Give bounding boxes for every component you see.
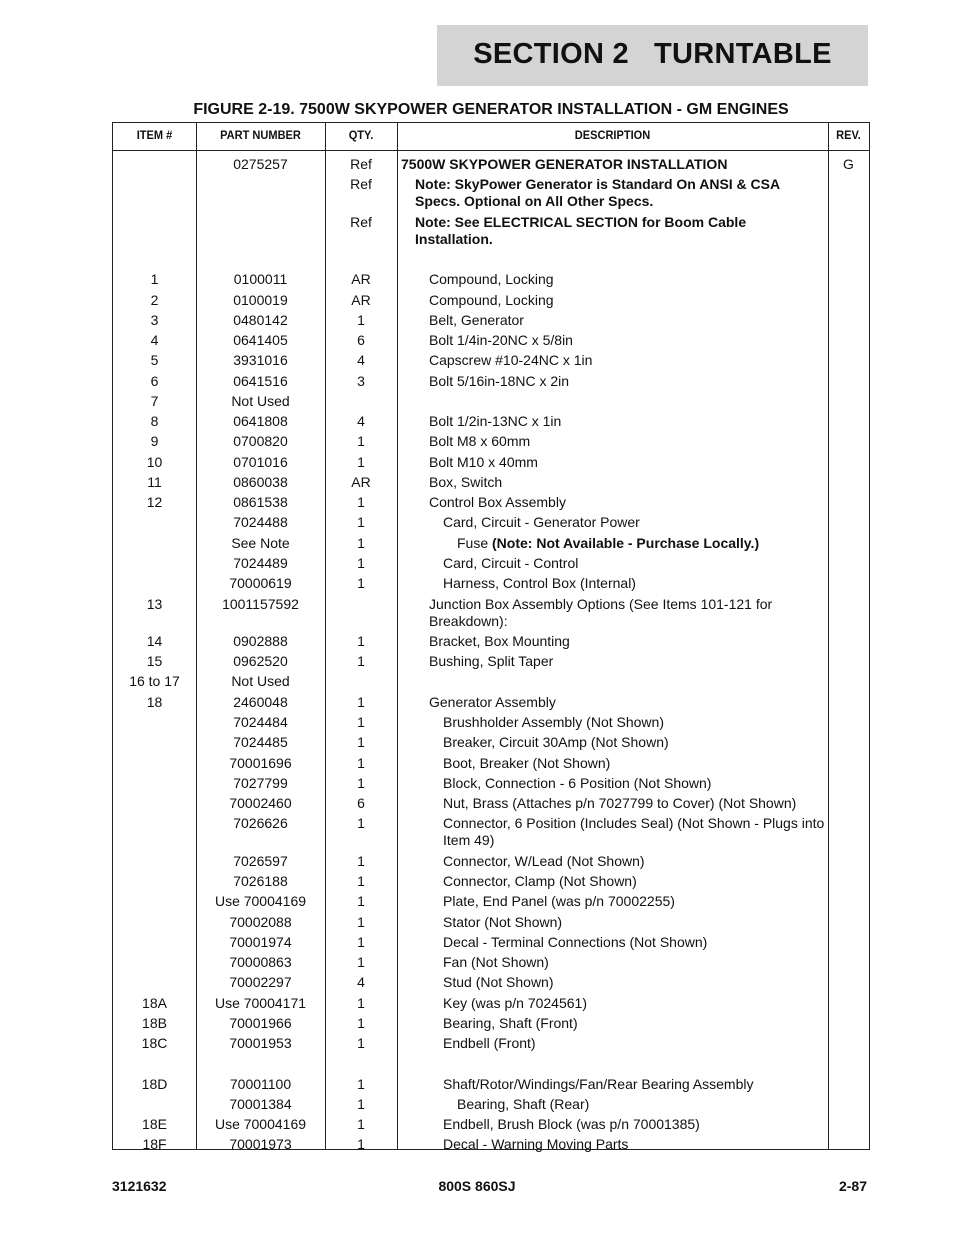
qty-cell: 3 xyxy=(357,373,365,389)
part-number-cell: 70001696 xyxy=(229,755,292,771)
description-cell xyxy=(401,1035,827,1052)
description-text: Stator (Not Shown) xyxy=(443,914,563,930)
figure-title: FIGURE 2-19. 7500W SKYPOWER GENERATOR INSTALLATION - GM ENGINES xyxy=(193,101,789,118)
description-cell xyxy=(401,893,827,910)
part-number-cell: 0275257 xyxy=(233,156,288,172)
description-cell xyxy=(401,1116,827,1133)
description-cell xyxy=(401,494,827,511)
qty-cell: Ref xyxy=(350,176,372,192)
description-note: (Note: Not Available - Purchase Locally.) xyxy=(492,535,760,551)
item-number-cell: 18 xyxy=(146,694,163,710)
part-number-cell: Use 70004171 xyxy=(214,995,307,1011)
part-number-cell: Use 70004169 xyxy=(214,1116,307,1132)
description-text: Stud (Not Shown) xyxy=(443,974,554,990)
description-text: Decal - Terminal Connections (Not Shown) xyxy=(443,934,708,950)
part-number-cell: 70001384 xyxy=(229,1096,292,1112)
description-cell xyxy=(401,555,827,572)
description-text: Plate, End Panel (was p/n 70002255) xyxy=(443,893,675,909)
qty-cell: 1 xyxy=(357,954,365,970)
qty-cell: 1 xyxy=(357,433,365,449)
qty-cell: 1 xyxy=(357,873,365,889)
description-text: Fuse xyxy=(457,535,493,551)
description-text: Bracket, Box Mounting xyxy=(429,633,570,649)
part-number-cell: 70000863 xyxy=(229,954,292,970)
description-cell xyxy=(401,214,827,248)
qty-cell: 1 xyxy=(357,1136,365,1152)
part-number-cell: Not Used xyxy=(231,393,290,409)
part-number-cell: 3931016 xyxy=(233,352,288,368)
part-number-cell: 7026188 xyxy=(233,873,288,889)
description-text: Brushholder Assembly (Not Shown) xyxy=(443,714,664,730)
description-cell xyxy=(401,995,827,1012)
qty-cell: 1 xyxy=(357,893,365,909)
description-text: Note: See ELECTRICAL SECTION for Boom Cable Installation. xyxy=(415,214,750,247)
part-number-cell: 70001973 xyxy=(229,1136,292,1152)
description-text: Boot, Breaker (Not Shown) xyxy=(443,755,611,771)
item-number-cell: 18B xyxy=(142,1015,167,1031)
part-number-cell: 0962520 xyxy=(233,653,288,669)
part-number-cell: 1001157592 xyxy=(222,596,299,612)
description-text: Breaker, Circuit 30Amp (Not Shown) xyxy=(443,734,669,750)
description-text: Bolt 1/4in-20NC x 5/8in xyxy=(429,332,573,348)
footer-model: 800S 860SJ xyxy=(438,1178,516,1194)
description-text: Harness, Control Box (Internal) xyxy=(443,575,636,591)
description-text: Fan (Not Shown) xyxy=(443,954,549,970)
part-number-cell: 7024485 xyxy=(233,734,288,750)
qty-cell: AR xyxy=(351,292,371,308)
item-number-cell: 6 xyxy=(150,373,159,389)
description-cell xyxy=(401,974,827,991)
description-cell xyxy=(401,596,827,630)
description-text: Control Box Assembly xyxy=(429,494,566,510)
qty-cell: 1 xyxy=(357,934,365,950)
item-number-cell: 14 xyxy=(146,633,163,649)
item-number-cell: 18D xyxy=(141,1076,168,1092)
qty-cell: 1 xyxy=(357,1116,365,1132)
part-number-cell: 7026597 xyxy=(233,853,288,869)
part-number-cell: 0701016 xyxy=(233,454,288,470)
description-cell xyxy=(401,454,827,471)
part-number-cell: Not Used xyxy=(231,673,290,689)
part-number-cell: 0902888 xyxy=(233,633,288,649)
qty-cell: 1 xyxy=(357,694,365,710)
column-header-rev: REV. xyxy=(836,128,861,142)
description-text: Endbell (Front) xyxy=(443,1035,536,1051)
description-text: Connector, 6 Position (Includes Seal) (Not Shown - Plugs into Item 49) xyxy=(443,815,829,848)
part-number-cell: 0641808 xyxy=(233,413,288,429)
description-text: Bolt M8 x 60mm xyxy=(429,433,531,449)
item-number-cell: 10 xyxy=(146,454,163,470)
qty-cell: 1 xyxy=(357,555,365,571)
qty-cell: 1 xyxy=(357,575,365,591)
description-cell xyxy=(401,514,827,531)
description-text: Endbell, Brush Block (was p/n 70001385) xyxy=(443,1116,700,1132)
qty-cell: 1 xyxy=(357,775,365,791)
column-divider xyxy=(828,123,829,1149)
qty-cell: AR xyxy=(351,271,371,287)
qty-cell: 6 xyxy=(357,795,365,811)
item-number-cell: 18A xyxy=(142,995,167,1011)
qty-cell: Ref xyxy=(350,156,372,172)
part-number-cell: 0861538 xyxy=(233,494,288,510)
part-number-cell: 0641405 xyxy=(233,332,288,348)
item-number-cell: 18E xyxy=(142,1116,167,1132)
description-cell xyxy=(401,633,827,650)
column-header-part-number: PART NUMBER xyxy=(220,128,301,142)
item-number-cell: 12 xyxy=(146,494,163,510)
part-number-cell: 7026626 xyxy=(233,815,288,831)
footer-document-number: 3121632 xyxy=(112,1178,167,1194)
column-header-item: ITEM # xyxy=(136,128,173,142)
description-text: Compound, Locking xyxy=(429,292,554,308)
qty-cell: 1 xyxy=(357,1035,365,1051)
description-cell xyxy=(401,433,827,450)
qty-cell: 1 xyxy=(357,755,365,771)
description-text: Connector, Clamp (Not Shown) xyxy=(443,873,637,889)
qty-cell: 1 xyxy=(357,734,365,750)
description-cell xyxy=(401,332,827,349)
rev-cell: G xyxy=(843,156,854,172)
description-cell xyxy=(401,1015,827,1032)
item-number-cell: 7 xyxy=(150,393,159,409)
column-divider xyxy=(397,123,398,1149)
section-header-box xyxy=(437,25,868,86)
item-number-cell: 18F xyxy=(142,1136,167,1152)
description-cell xyxy=(401,853,827,870)
qty-cell: 1 xyxy=(357,653,365,669)
description-text: Bolt 5/16in-18NC x 2in xyxy=(429,373,570,389)
item-number-cell: 13 xyxy=(146,596,163,612)
qty-cell: 1 xyxy=(357,1076,365,1092)
qty-cell: 1 xyxy=(357,454,365,470)
qty-cell: 1 xyxy=(357,514,365,530)
description-text: Shaft/Rotor/Windings/Fan/Rear Bearing Assembly xyxy=(443,1076,754,1092)
description-text: Bolt 1/2in-13NC x 1in xyxy=(429,413,562,429)
description-cell xyxy=(401,373,827,390)
part-number-cell: 70001100 xyxy=(229,1076,292,1092)
qty-cell: 1 xyxy=(357,815,365,831)
part-number-cell: 70002088 xyxy=(229,914,292,930)
item-number-cell: 11 xyxy=(147,474,162,490)
table-header xyxy=(113,123,869,151)
qty-cell: 4 xyxy=(357,413,365,429)
item-number-cell: 1 xyxy=(150,271,159,287)
description-cell xyxy=(401,934,827,951)
description-text: Bushing, Split Taper xyxy=(429,653,554,669)
description-cell xyxy=(401,575,827,592)
description-cell xyxy=(401,815,827,849)
description-text: Connector, W/Lead (Not Shown) xyxy=(443,853,645,869)
description-text: Card, Circuit - Generator Power xyxy=(443,514,640,530)
qty-cell: 1 xyxy=(357,914,365,930)
description-text: Note: SkyPower Generator is Standard On ANSI & CSA Specs. Optional on All Other Specs. xyxy=(415,176,784,209)
description-cell xyxy=(401,156,827,173)
description-cell xyxy=(401,795,827,812)
part-number-cell: 0480142 xyxy=(233,312,288,328)
description-text: Bearing, Shaft (Front) xyxy=(443,1015,578,1031)
item-number-cell: 5 xyxy=(150,352,159,368)
qty-cell: 1 xyxy=(357,312,365,328)
description-cell xyxy=(401,312,827,329)
section-title: SECTION 2 TURNTABLE xyxy=(473,38,832,70)
description-cell xyxy=(401,271,827,288)
description-text: Block, Connection - 6 Position (Not Shown) xyxy=(443,775,712,791)
qty-cell: 1 xyxy=(357,535,365,551)
item-number-cell: 4 xyxy=(150,332,159,348)
part-number-cell: 70001953 xyxy=(229,1035,292,1051)
column-header-description: DESCRIPTION xyxy=(574,128,651,142)
item-number-cell: 16 to 17 xyxy=(129,673,180,689)
description-text: 7500W SKYPOWER GENERATOR INSTALLATION xyxy=(401,156,728,172)
description-cell xyxy=(401,292,827,309)
description-text: Card, Circuit - Control xyxy=(443,555,579,571)
part-number-cell: Use 70004169 xyxy=(214,893,307,909)
parts-table xyxy=(112,122,870,1150)
part-number-cell: 7027799 xyxy=(233,775,288,791)
description-text: Box, Switch xyxy=(429,474,503,490)
qty-cell: 1 xyxy=(357,1096,365,1112)
part-number-cell: 7024484 xyxy=(233,714,288,730)
description-text: Capscrew #10-24NC x 1in xyxy=(429,352,593,368)
description-cell xyxy=(401,954,827,971)
description-text: Generator Assembly xyxy=(429,694,556,710)
description-cell xyxy=(401,413,827,430)
description-cell xyxy=(401,474,827,491)
qty-cell: 1 xyxy=(357,995,365,1011)
description-text: Bearing, Shaft (Rear) xyxy=(457,1096,590,1112)
description-text: Junction Box Assembly Options (See Items 101-121 for Breakdown): xyxy=(429,596,777,629)
qty-cell: 6 xyxy=(357,332,365,348)
qty-cell: AR xyxy=(351,474,371,490)
description-text: Key (was p/n 7024561) xyxy=(443,995,587,1011)
part-number-cell: 0641516 xyxy=(233,373,288,389)
qty-cell: Ref xyxy=(350,214,372,230)
qty-cell: 4 xyxy=(357,352,365,368)
description-cell xyxy=(401,1136,827,1153)
description-text: Compound, Locking xyxy=(429,271,554,287)
description-cell xyxy=(401,914,827,931)
description-text: Bolt M10 x 40mm xyxy=(429,454,538,470)
description-cell xyxy=(401,1076,827,1093)
part-number-cell: 7024488 xyxy=(233,514,288,530)
description-text: Decal - Warning Moving Parts xyxy=(443,1136,629,1152)
part-number-cell: 0100019 xyxy=(233,292,288,308)
description-text: Nut, Brass (Attaches p/n 7027799 to Cover) (Not Shown) xyxy=(443,795,797,811)
part-number-cell: 0860038 xyxy=(233,474,288,490)
part-number-cell: See Note xyxy=(231,535,290,551)
item-number-cell: 3 xyxy=(150,312,159,328)
description-cell xyxy=(401,653,827,670)
qty-cell: 1 xyxy=(357,633,365,649)
description-text: Belt, Generator xyxy=(429,312,524,328)
part-number-cell: 70002460 xyxy=(229,795,292,811)
part-number-cell: 70001974 xyxy=(229,934,292,950)
column-header-qty: QTY. xyxy=(348,128,374,142)
description-cell xyxy=(401,535,827,552)
item-number-cell: 2 xyxy=(150,292,159,308)
footer-page-number: 2-87 xyxy=(838,1178,867,1194)
description-cell xyxy=(401,176,827,210)
part-number-cell: 70001966 xyxy=(229,1015,292,1031)
part-number-cell: 0100011 xyxy=(233,271,288,287)
qty-cell: 1 xyxy=(357,1015,365,1031)
qty-cell: 1 xyxy=(357,494,365,510)
qty-cell: 4 xyxy=(357,974,365,990)
part-number-cell: 2460048 xyxy=(233,694,288,710)
description-cell xyxy=(401,1096,827,1113)
part-number-cell: 0700820 xyxy=(233,433,288,449)
item-number-cell: 9 xyxy=(150,433,159,449)
description-cell xyxy=(401,352,827,369)
description-cell xyxy=(401,714,827,731)
qty-cell: 1 xyxy=(357,714,365,730)
part-number-cell: 70002297 xyxy=(229,974,292,990)
description-cell xyxy=(401,755,827,772)
part-number-cell: 7024489 xyxy=(233,555,288,571)
qty-cell: 1 xyxy=(357,853,365,869)
item-number-cell: 15 xyxy=(146,653,163,669)
description-cell xyxy=(401,734,827,751)
part-number-cell: 70000619 xyxy=(229,575,292,591)
description-cell xyxy=(401,694,827,711)
item-number-cell: 18C xyxy=(141,1035,168,1051)
description-cell xyxy=(401,775,827,792)
item-number-cell: 8 xyxy=(150,413,159,429)
description-cell xyxy=(401,873,827,890)
